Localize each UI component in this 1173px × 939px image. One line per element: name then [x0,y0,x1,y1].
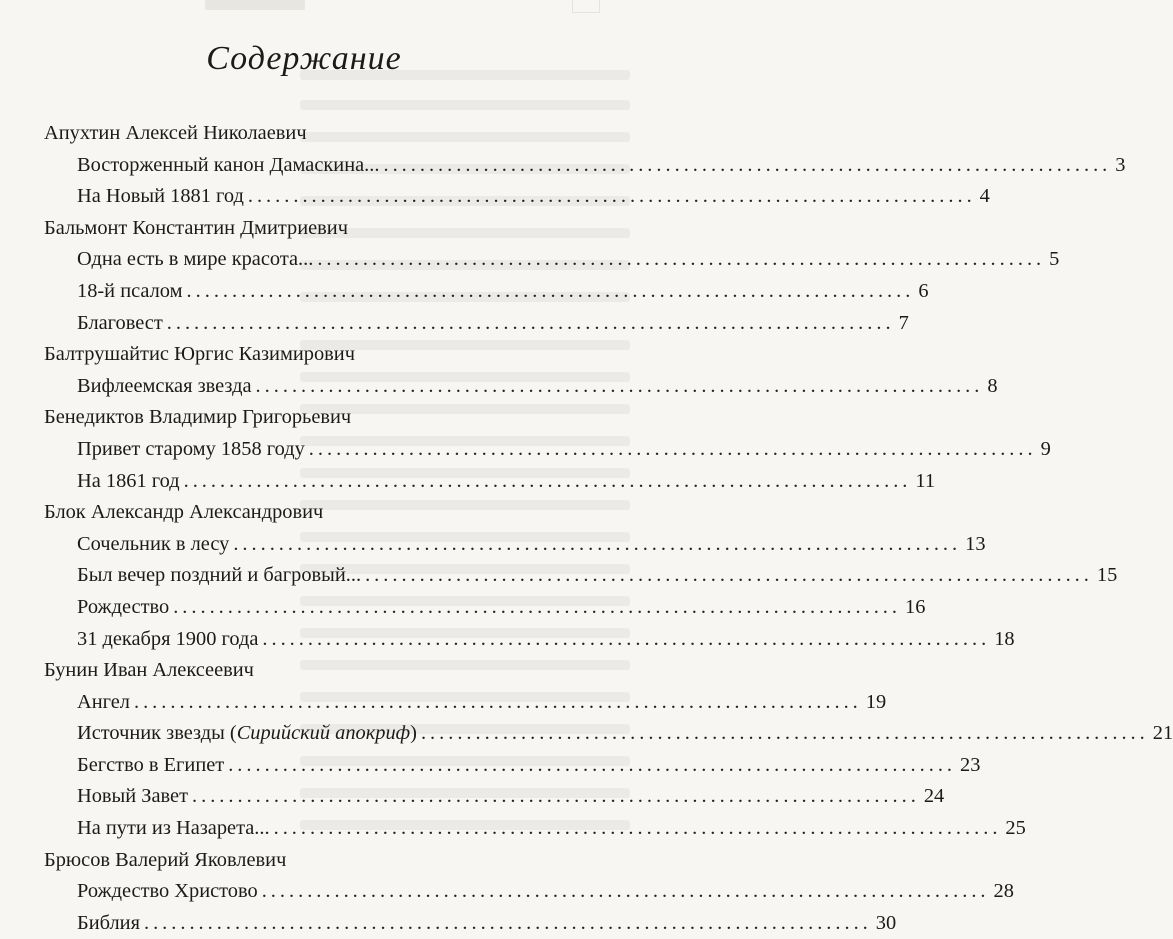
toc-entry-title-text: Источник звезды ( [77,722,237,745]
dot-leader: ................................................................................ [420,722,1149,745]
dot-leader: ................................................................................ [261,880,990,903]
toc-entry-title-text: Был вечер поздний и багровый... [77,564,362,587]
toc-author: Бунин Иван Алексеевич [44,659,254,682]
toc-entry-title-end: ) [410,722,417,745]
toc-entry-title [77,276,183,308]
toc-entry[interactable] [0,276,929,308]
toc-entry[interactable] [0,308,909,340]
toc-page-number: 6 [918,279,929,302]
toc-entry-title [77,308,163,340]
toc-entry-title-text: Одна есть в мире красота... [77,248,314,271]
toc-entry-title [77,687,130,719]
dot-leader: ................................................................................ [255,374,984,397]
toc-page-number: 21 [1152,722,1173,745]
toc-entry-title [77,371,252,403]
toc-author: Бенедиктов Владимир Григорьевич [44,406,352,429]
dot-leader: ................................................................................ [228,753,957,776]
toc-entry[interactable] [0,718,1173,750]
toc-entry-title [77,813,270,845]
toc-entry-title-text: Вифлеемская звезда [77,374,252,397]
toc-entry[interactable] [0,813,1026,845]
toc-page-number: 28 [993,880,1014,903]
toc-page-number: 15 [1096,564,1118,587]
toc-entry[interactable] [0,687,887,719]
dot-leader: ................................................................................ [133,690,862,713]
toc-page-number: 19 [865,690,887,713]
toc-entry-title [77,624,258,656]
toc-entry-title-text: Восторженный канон Дамаскина... [77,153,380,176]
dot-leader: ................................................................................ [166,311,895,334]
dot-leader: ................................................................................ [247,185,976,208]
toc-page-number: 3 [1115,153,1126,176]
toc-page-number: 25 [1005,817,1026,840]
toc-page-number: 18 [994,627,1015,650]
dot-leader: ................................................................................ [233,532,962,555]
dot-leader: ................................................................................ [192,785,920,808]
toc-entry-title-text: Библия [77,911,140,934]
toc-page-number: 8 [987,374,998,397]
toc-entry[interactable] [0,150,1126,182]
toc-entry[interactable] [0,781,945,813]
dot-leader: ................................................................................ [383,153,1112,176]
toc-entry-title [77,718,417,750]
toc-entry-title [77,592,169,624]
toc-entry-title-text: Рождество [77,595,170,618]
toc-entry-title [77,244,313,276]
toc-entry-title [77,181,244,213]
toc-entry[interactable] [0,371,998,403]
toc-entry-title-text: Бегство в Египет [77,753,225,776]
toc-entry[interactable] [0,181,990,213]
dot-leader: ................................................................................ [262,627,991,650]
dot-leader: ................................................................................ [143,911,872,934]
toc-entry-title-text: На Новый 1881 год [77,185,244,208]
show-through-page-number [572,0,600,13]
toc-entry-title-text: 31 декабря 1900 года [77,627,259,650]
dot-leader: ................................................................................ [317,248,1046,271]
toc-entry[interactable] [0,560,1118,592]
toc-entry-title-text: Рождество Христово [77,880,258,903]
toc-entry-title [77,529,229,561]
toc-entry[interactable] [0,434,1051,466]
toc-entry[interactable] [0,529,986,561]
toc-entry[interactable] [0,876,1014,908]
toc-entry-title [77,466,180,498]
dot-leader: ................................................................................ [273,817,1002,840]
toc-author: Балтрушайтис Юргис Казимирович [44,343,355,366]
dot-leader: ................................................................................ [173,595,901,618]
toc-page-number: 11 [915,469,936,492]
toc-entry-title-italic: Сирийский апокриф [236,722,411,745]
toc-entry-title [77,434,305,466]
toc-entry-title-text: На пути из Назарета... [77,817,270,840]
toc-entry-title [77,560,361,592]
toc-entry-title [77,876,258,908]
toc-entry-title [77,150,379,182]
toc-page-number: 4 [979,185,990,208]
toc-entry-title-text: 18-й псалом [77,279,183,302]
toc-entry-title-text: Ангел [77,690,130,713]
show-through-header [205,0,305,10]
toc-author: Брюсов Валерий Яковлевич [44,848,287,871]
toc-entry-title-text: Сочельник в лесу [77,532,230,555]
toc-entry[interactable] [0,908,897,939]
toc-author: Блок Александр Александрович [44,501,324,524]
toc-page-number: 24 [923,785,945,808]
toc-entry-title-text: Привет старому 1858 году [77,437,305,460]
table-of-contents [0,118,1173,939]
toc-page-number: 23 [960,753,981,776]
page-title: Содержание [206,40,402,77]
toc-author: Апухтин Алексей Николаевич [44,122,307,144]
toc-entry-title-text: Благовест [77,311,163,334]
toc-page-number: 5 [1049,248,1060,271]
toc-entry-title-text: Новый Завет [77,785,188,808]
dot-leader: ................................................................................ [308,437,1037,460]
dot-leader: ................................................................................ [365,564,1093,587]
toc-page-number: 9 [1040,437,1051,460]
toc-entry[interactable] [0,750,981,782]
toc-entry-title [77,908,140,939]
toc-page-number: 7 [898,311,909,334]
toc-entry-title [77,750,224,782]
toc-entry[interactable] [0,624,1015,656]
toc-page-number: 16 [905,595,926,618]
toc-page-number: 13 [965,532,986,555]
toc-entry-title [77,781,188,813]
dot-leader: ................................................................................ [183,469,912,492]
dot-leader: ................................................................................ [186,279,915,302]
toc-author: Бальмонт Константин Дмитриевич [44,216,348,239]
show-through-line [300,100,630,110]
toc-entry[interactable] [0,466,936,498]
toc-entry-title-text: На 1861 год [77,469,180,492]
toc-page-number: 30 [875,911,897,934]
toc-entry[interactable] [0,244,1060,276]
toc-entry[interactable] [0,592,926,624]
